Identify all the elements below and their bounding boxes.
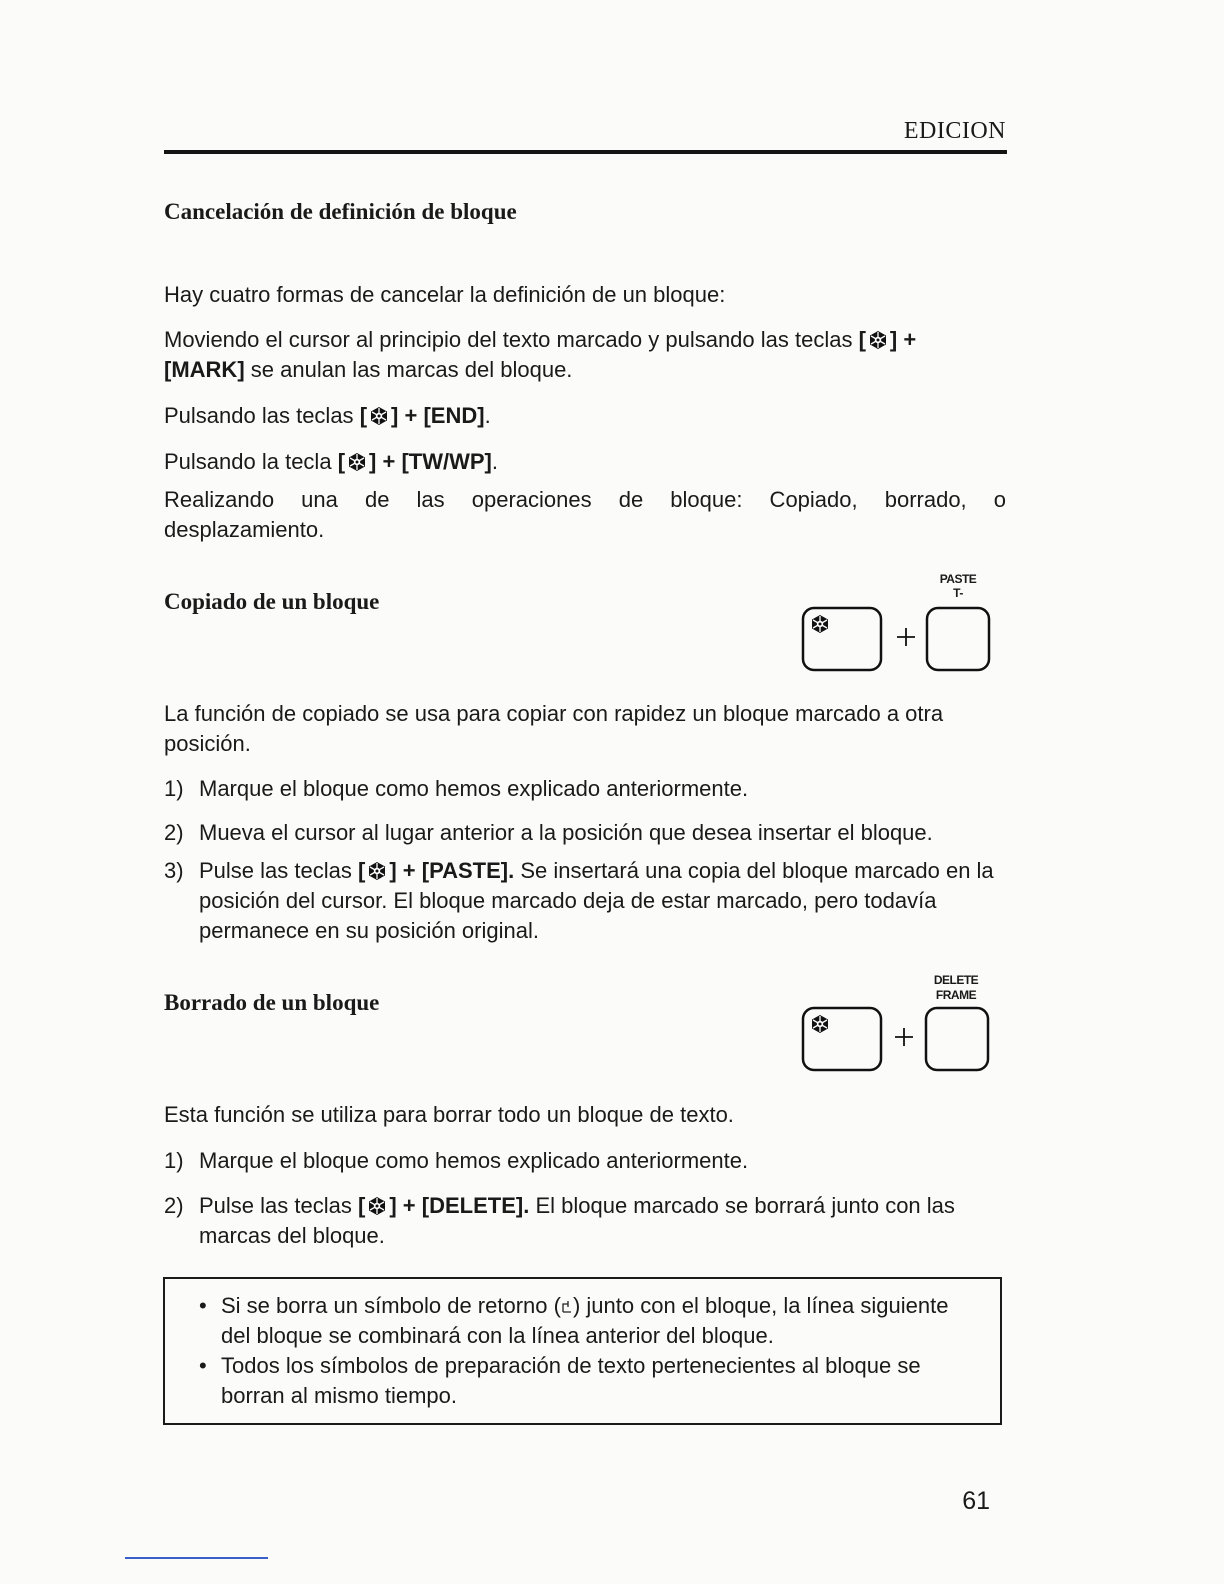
period: . (491, 449, 498, 474)
paste-key: [PASTE]. (421, 858, 515, 883)
text: Moviendo el cursor al principio del texto marcado y pulsando las teclas (164, 327, 853, 352)
text: se anulan las marcas del bloque. (250, 357, 573, 382)
code-key-icon (367, 861, 387, 881)
delete-key-diagram (796, 968, 996, 1088)
copy-intro: La función de copiado se usa para copiar con rapidez un bloque marcado a otra posición. (164, 701, 944, 756)
cancel-intro: Hay cuatro formas de cancelar la definición de un bloque: (164, 282, 726, 307)
bracket: ] (389, 1193, 397, 1218)
end-key: [END] (423, 403, 485, 428)
delete-step-1 (164, 1146, 1006, 1176)
code-key-icon (367, 1196, 387, 1216)
delete-key-sublabel: FRAME (935, 988, 977, 1002)
step-text: Pulse las teclas (199, 1193, 352, 1218)
note-text: ) junto con el bloque, la línea siguiente del bloque se combinará con la línea anterior del bloque. (221, 1293, 949, 1348)
note-list (199, 1291, 975, 1411)
code-key-icon (868, 330, 888, 350)
bracket: ] (369, 449, 377, 474)
bracket: ] (391, 403, 399, 428)
step-text: Marque el bloque como hemos explicado anteriormente. (199, 776, 749, 801)
cancel-method-2 (164, 401, 1006, 431)
plus: + (404, 403, 418, 428)
step-text: Mueva el cursor al lugar anterior a la posición que desea insertar el bloque. (199, 820, 933, 845)
note-text: Todos los símbolos de preparación de texto pertenecientes al bloque se borran al mismo tiempo. (221, 1353, 921, 1408)
section-heading-cancel: Cancelación de definición de bloque (164, 199, 517, 224)
step-number: 2) (164, 1193, 184, 1218)
text: Pulsando la tecla (164, 449, 332, 474)
step-text: Marque el bloque como hemos explicado anteriormente. (199, 1148, 749, 1173)
step-number: 3) (164, 858, 184, 883)
section-heading-copy: Copiado de un bloque (164, 589, 380, 614)
step-number: 1) (164, 776, 184, 801)
delete-step-2 (164, 1191, 1006, 1251)
note-item (199, 1351, 975, 1411)
step-text: Se insertará una copia del bloque marcado en la posición del cursor. El bloque marcado deja de estar marcado, pero todavía permanece en su posición original. (199, 858, 994, 943)
copy-step-3 (164, 856, 1006, 946)
return-symbol-icon (561, 1300, 573, 1314)
delete-key-label: DELETE (933, 973, 979, 987)
bracket: [ (359, 403, 368, 428)
code-key-icon (369, 406, 389, 426)
period: . (484, 403, 491, 428)
section-heading-delete: Borrado de un bloque (164, 990, 380, 1015)
bracket: ] (389, 858, 397, 883)
plus: + (402, 858, 416, 883)
code-key-icon (347, 452, 367, 472)
header-rule (164, 150, 1007, 154)
copy-step-2 (164, 818, 1006, 848)
note-box (163, 1277, 1002, 1425)
mark-key: [MARK] (164, 357, 245, 382)
step-number: 1) (164, 1148, 184, 1173)
page-header: EDICION (903, 118, 1006, 144)
plus: + (402, 1193, 416, 1218)
bracket: [ (357, 858, 366, 883)
step-text: Pulse las teclas (199, 858, 352, 883)
twwp-key: [TW/WP] (401, 449, 492, 474)
paste-key-label: PASTE (939, 572, 977, 586)
step-number: 2) (164, 820, 184, 845)
delete-key: [DELETE]. (421, 1193, 530, 1218)
edge-mark (125, 1557, 268, 1559)
text: Pulsando las teclas (164, 403, 354, 428)
cancel-method-4: Realizando una de las operaciones de bloque: Copiado, borrado, o (164, 487, 1006, 512)
paste-key-sublabel: T- (953, 586, 963, 600)
cancel-method-4-cont: desplazamiento. (164, 517, 325, 542)
paste-key-diagram (796, 568, 996, 688)
bracket: [ (337, 449, 346, 474)
bracket: [ (858, 327, 866, 352)
copy-step-1 (164, 774, 1006, 804)
plus: + (903, 327, 917, 352)
cancel-method-1 (164, 325, 1006, 385)
code-plus-paste-keys (796, 604, 996, 674)
step-text: El bloque marcado se borrará junto con las marcas del bloque. (199, 1193, 955, 1248)
bracket: [ (357, 1193, 366, 1218)
cancel-method-3 (164, 447, 1006, 477)
note-item (199, 1291, 975, 1351)
bracket: ] (889, 327, 898, 352)
delete-intro: Esta función se utiliza para borrar todo un bloque de texto. (164, 1102, 734, 1127)
code-plus-delete-keys (796, 1004, 996, 1074)
plus: + (382, 449, 396, 474)
note-text: Si se borra un símbolo de retorno ( (221, 1293, 561, 1318)
page-number: 61 (962, 1487, 990, 1515)
